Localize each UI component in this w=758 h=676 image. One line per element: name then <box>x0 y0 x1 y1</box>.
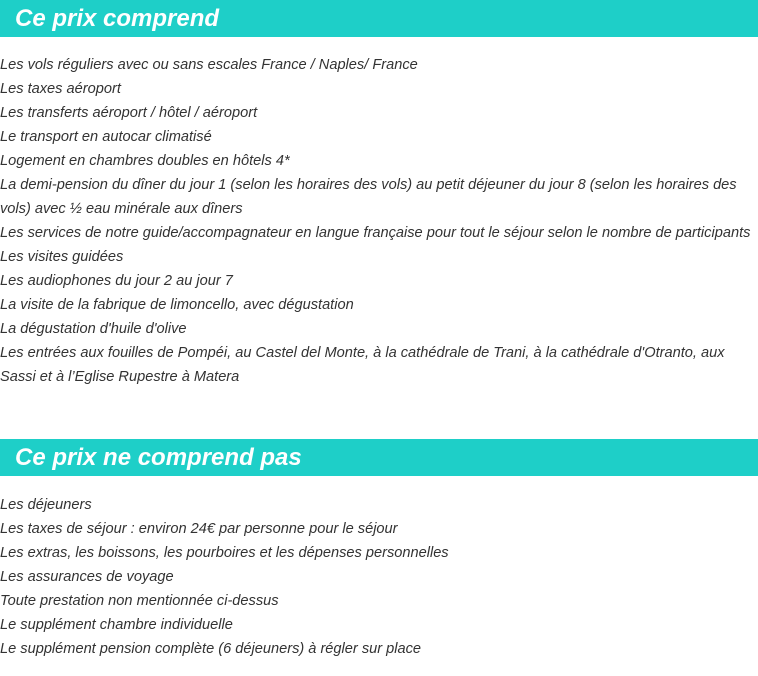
list-item: Les taxes aéroport <box>0 81 121 97</box>
list-item: Le supplément pension complète (6 déjeuners) à régler sur place <box>0 641 422 657</box>
price-excludes-heading: Ce prix ne comprend pas <box>0 439 758 476</box>
price-excludes-section <box>0 439 758 661</box>
price-excludes-list <box>0 493 758 661</box>
list-item: Les extras, les boissons, les pourboires et les dépenses personnelles <box>0 545 449 561</box>
list-item: Les entrées aux fouilles de Pompéi, au Castel del Monte, à la cathédrale de Trani, à la cathédrale d'Otranto, aux Sassi et à l’Eglise Rupestre à Matera <box>0 345 725 385</box>
list-item: Les transferts aéroport / hôtel / aéroport <box>0 105 258 121</box>
list-item: La demi-pension du dîner du jour 1 (selon les horaires des vols) au petit déjeuner du jour 8 (selon les horaires des vols) avec ½ eau minérale aux dîners <box>0 177 737 217</box>
list-item: Les taxes de séjour : environ 24€ par personne pour le séjour <box>0 521 398 537</box>
list-item: Toute prestation non mentionnée ci-dessus <box>0 593 279 609</box>
list-item: Le transport en autocar climatisé <box>0 129 212 145</box>
list-item: Les déjeuners <box>0 497 92 513</box>
price-includes-heading: Ce prix comprend <box>0 0 758 37</box>
list-item: La dégustation d'huile d'olive <box>0 321 187 337</box>
list-item: Les audiophones du jour 2 au jour 7 <box>0 273 233 289</box>
list-item: La visite de la fabrique de limoncello, avec dégustation <box>0 297 354 313</box>
list-item: Les services de notre guide/accompagnateur en langue française pour tout le séjour selon le nombre de participants <box>0 225 751 241</box>
list-item: Le supplément chambre individuelle <box>0 617 233 633</box>
list-item: Les vols réguliers avec ou sans escales France / Naples/ France <box>0 57 418 73</box>
list-item: Les assurances de voyage <box>0 569 174 585</box>
price-includes-list <box>0 53 758 389</box>
list-item: Les visites guidées <box>0 249 124 265</box>
list-item: Logement en chambres doubles en hôtels 4* <box>0 153 290 169</box>
